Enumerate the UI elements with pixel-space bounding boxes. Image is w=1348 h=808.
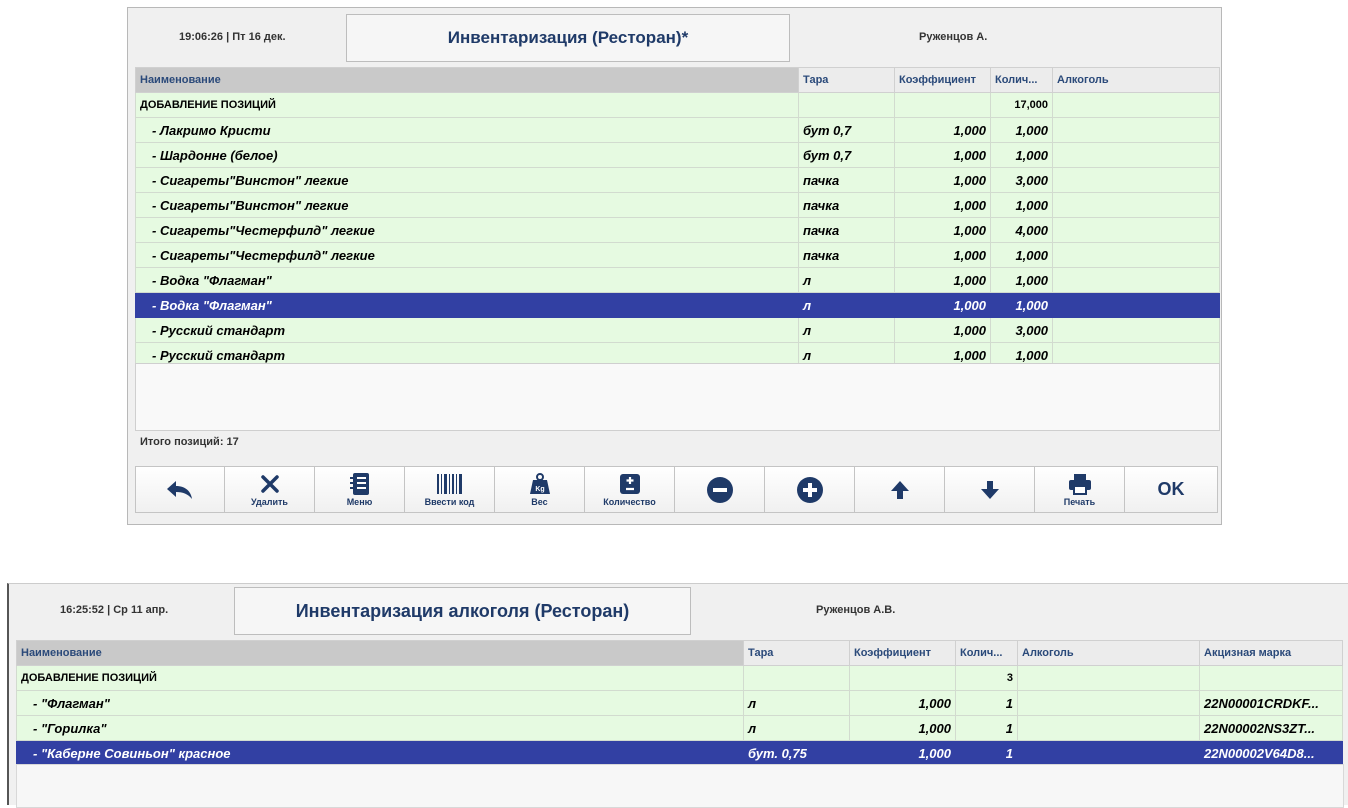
cell-alcohol	[1053, 193, 1220, 218]
cell-alcohol	[1018, 666, 1200, 691]
cell-alcohol	[1053, 293, 1220, 318]
col-header-tara[interactable]: Тара	[744, 641, 850, 666]
user-name: Руженцов А.В.	[816, 604, 896, 616]
cell-coef: 1,000	[895, 318, 991, 343]
col-header-name[interactable]: Наименование	[17, 641, 744, 666]
table-row[interactable]	[136, 168, 1220, 193]
cell-tara: л	[799, 293, 895, 318]
cell-alcohol	[1053, 268, 1220, 293]
cell-qty: 1	[956, 741, 1018, 766]
col-header-qty[interactable]: Колич...	[956, 641, 1018, 666]
quantity-button[interactable]	[585, 466, 675, 513]
ok-label: OK	[1157, 479, 1185, 499]
page-title: Инвентаризация алкоголя (Ресторан)	[234, 587, 691, 635]
cell-name: - Русский стандарт	[136, 343, 799, 368]
cell-qty: 1	[956, 716, 1018, 741]
cell-name: - "Флагман"	[17, 691, 744, 716]
enter-code-button[interactable]	[405, 466, 495, 513]
cell-tara: л	[744, 691, 850, 716]
cell-coef: 1,000	[895, 218, 991, 243]
cell-alcohol	[1053, 118, 1220, 143]
cell-coef: 1,000	[895, 343, 991, 368]
cell-coef	[850, 666, 956, 691]
cell-tara: бут. 0,75	[744, 741, 850, 766]
cell-name: - Сигареты"Винстон" легкие	[136, 168, 799, 193]
quantity-label: Количество	[603, 497, 656, 507]
cell-qty: 3,000	[991, 168, 1053, 193]
cell-alcohol	[1053, 218, 1220, 243]
col-header-coef[interactable]: Коэффициент	[895, 68, 991, 93]
table-empty-area	[135, 363, 1220, 431]
table-row-selected[interactable]	[17, 741, 1343, 766]
table-row-group[interactable]	[17, 666, 1343, 691]
group-qty: 17,000	[991, 93, 1053, 118]
plus-circle-icon	[796, 478, 824, 502]
cell-tara: пачка	[799, 218, 895, 243]
cell-qty: 3,000	[991, 318, 1053, 343]
print-button[interactable]	[1035, 466, 1125, 513]
cell-coef: 1,000	[895, 293, 991, 318]
cell-tara	[744, 666, 850, 691]
cell-qty: 1,000	[991, 293, 1053, 318]
alcohol-items-table	[16, 640, 1343, 766]
back-button[interactable]	[135, 466, 225, 513]
col-header-qty[interactable]: Колич...	[991, 68, 1053, 93]
group-qty: 3	[956, 666, 1018, 691]
table-row[interactable]	[136, 318, 1220, 343]
cell-tara: л	[799, 268, 895, 293]
cell-name: - Сигареты"Честерфилд" легкие	[136, 218, 799, 243]
total-positions: Итого позиций: 17	[140, 436, 239, 448]
cell-tara: бут 0,7	[799, 118, 895, 143]
cell-name: - "Горилка"	[17, 716, 744, 741]
cell-name: - Сигареты"Честерфилд" легкие	[136, 243, 799, 268]
table-row-selected[interactable]	[136, 293, 1220, 318]
weight-button[interactable]	[495, 466, 585, 513]
table-empty-area	[16, 764, 1344, 808]
page-title: Инвентаризация (Ресторан)*	[346, 14, 790, 62]
cell-name: - Лакримо Кристи	[136, 118, 799, 143]
cell-alcohol	[1018, 691, 1200, 716]
table-row-group[interactable]	[136, 93, 1220, 118]
move-down-button[interactable]	[945, 466, 1035, 513]
col-header-tara[interactable]: Тара	[799, 68, 895, 93]
col-header-name[interactable]: Наименование	[136, 68, 799, 93]
cell-alcohol	[1018, 716, 1200, 741]
cell-tara: пачка	[799, 168, 895, 193]
inventory-window-restaurant	[127, 7, 1222, 525]
table-row[interactable]	[136, 268, 1220, 293]
col-header-alcohol[interactable]: Алкоголь	[1053, 68, 1220, 93]
cell-excise-mark: 22N00002NS3ZT...	[1200, 716, 1343, 741]
cell-name: - Русский стандарт	[136, 318, 799, 343]
cell-tara	[799, 93, 895, 118]
cell-excise-mark: 22N00002V64D8...	[1200, 741, 1343, 766]
col-header-coef[interactable]: Коэффициент	[850, 641, 956, 666]
table-row[interactable]	[136, 243, 1220, 268]
weight-kg-icon	[529, 472, 551, 496]
cell-name: - Сигареты"Винстон" легкие	[136, 193, 799, 218]
delete-button[interactable]	[225, 466, 315, 513]
cell-name: - Шардонне (белое)	[136, 143, 799, 168]
cell-qty: 4,000	[991, 218, 1053, 243]
cell-alcohol	[1053, 143, 1220, 168]
cell-tara: пачка	[799, 193, 895, 218]
cell-qty: 1	[956, 691, 1018, 716]
table-row[interactable]	[136, 193, 1220, 218]
print-label: Печать	[1063, 497, 1096, 507]
cell-coef: 1,000	[895, 268, 991, 293]
user-name: Руженцов А.	[919, 31, 988, 43]
cell-coef: 1,000	[895, 168, 991, 193]
barcode-icon	[436, 472, 464, 496]
cell-coef: 1,000	[895, 118, 991, 143]
cell-qty: 1,000	[991, 343, 1053, 368]
cell-coef	[895, 93, 991, 118]
menu-label: Меню	[346, 497, 373, 507]
cell-tara: бут 0,7	[799, 143, 895, 168]
table-header	[136, 68, 1220, 93]
cell-qty: 1,000	[991, 193, 1053, 218]
alcohol-inventory-window	[7, 583, 1348, 805]
bottom-toolbar	[135, 466, 1218, 513]
minus-circle-icon	[706, 478, 734, 502]
cell-name: - "Каберне Совиньон" красное	[17, 741, 744, 766]
delete-label: Удалить	[251, 497, 288, 507]
cell-tara: л	[744, 716, 850, 741]
table-row[interactable]	[136, 143, 1220, 168]
close-icon	[260, 472, 280, 496]
weight-label: Вес	[531, 497, 548, 507]
cell-coef: 1,000	[850, 691, 956, 716]
arrow-up-icon	[890, 478, 910, 502]
cell-qty: 1,000	[991, 243, 1053, 268]
cell-excise-mark	[1200, 666, 1343, 691]
group-name: ДОБАВЛЕНИЕ ПОЗИЦИЙ	[17, 666, 744, 691]
cell-tara: пачка	[799, 243, 895, 268]
cell-qty: 1,000	[991, 268, 1053, 293]
cell-alcohol	[1053, 318, 1220, 343]
ok-button[interactable]	[1125, 466, 1218, 513]
col-header-alcohol[interactable]: Алкоголь	[1018, 641, 1200, 666]
table-row[interactable]	[17, 691, 1343, 716]
back-arrow-icon	[165, 478, 195, 502]
cell-alcohol	[1053, 168, 1220, 193]
table-row[interactable]	[136, 118, 1220, 143]
group-name: ДОБАВЛЕНИЕ ПОЗИЦИЙ	[136, 93, 799, 118]
cell-tara: л	[799, 318, 895, 343]
table-row[interactable]	[17, 716, 1343, 741]
menu-book-icon	[349, 472, 371, 496]
cell-alcohol	[1053, 93, 1220, 118]
col-header-excise-mark[interactable]: Акцизная марка	[1200, 641, 1343, 666]
enter-code-label: Ввести код	[424, 497, 475, 507]
header-clock: 16:25:52 | Ср 11 апр.	[60, 604, 169, 616]
cell-qty: 1,000	[991, 118, 1053, 143]
cell-coef: 1,000	[850, 741, 956, 766]
svg-text:Kg: Kg	[534, 486, 545, 493]
move-up-button[interactable]	[855, 466, 945, 513]
table-header	[17, 641, 1343, 666]
plus-minus-icon	[619, 472, 641, 496]
cell-name: - Водка "Флагман"	[136, 293, 799, 318]
increase-button[interactable]	[765, 466, 855, 513]
decrease-button[interactable]	[675, 466, 765, 513]
items-table	[135, 67, 1220, 368]
header-clock: 19:06:26 | Пт 16 дек.	[179, 31, 286, 43]
cell-qty: 1,000	[991, 143, 1053, 168]
printer-icon	[1068, 472, 1092, 496]
arrow-down-icon	[980, 478, 1000, 502]
table-row[interactable]	[136, 218, 1220, 243]
cell-tara: л	[799, 343, 895, 368]
menu-button[interactable]	[315, 466, 405, 513]
cell-excise-mark: 22N00001CRDKF...	[1200, 691, 1343, 716]
cell-name: - Водка "Флагман"	[136, 268, 799, 293]
cell-alcohol	[1053, 243, 1220, 268]
cell-alcohol	[1018, 741, 1200, 766]
cell-coef: 1,000	[895, 243, 991, 268]
cell-coef: 1,000	[895, 143, 991, 168]
cell-coef: 1,000	[895, 193, 991, 218]
cell-coef: 1,000	[850, 716, 956, 741]
